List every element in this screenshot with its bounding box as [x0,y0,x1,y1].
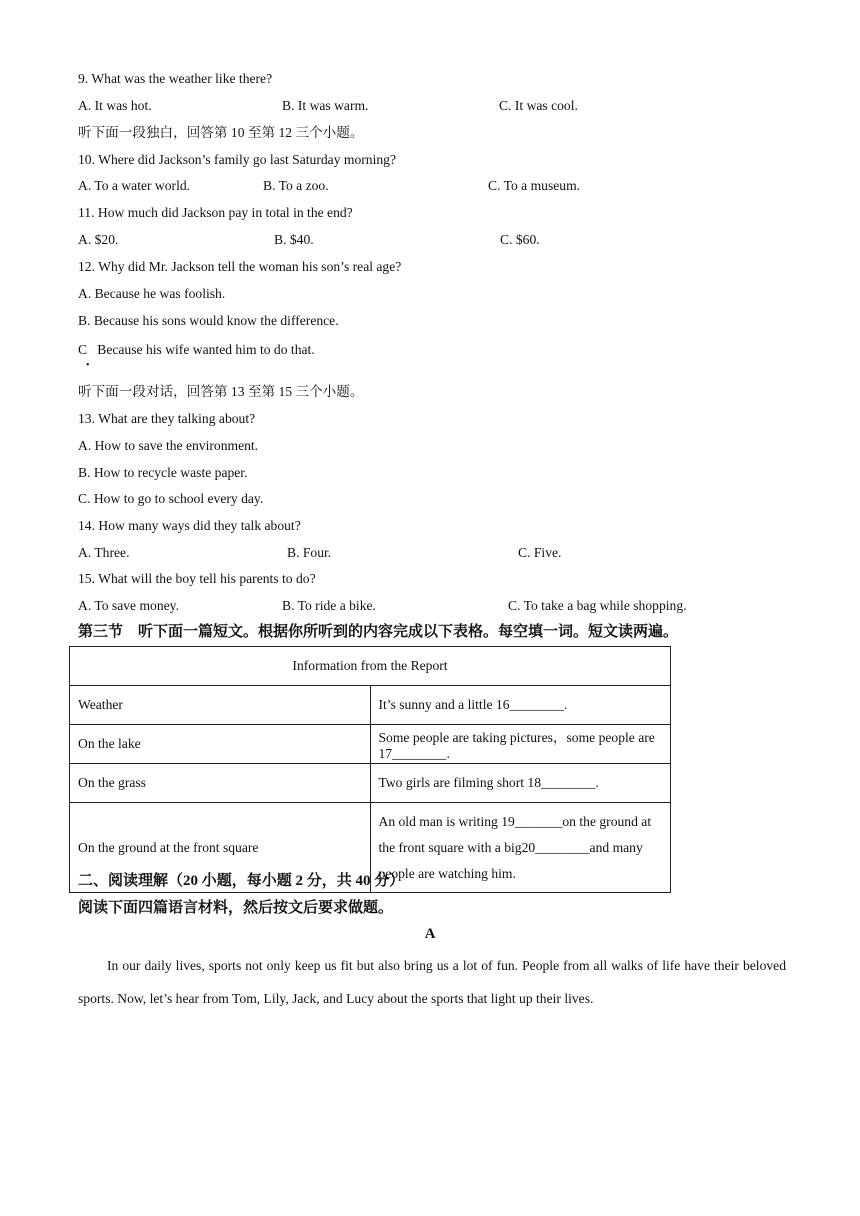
q14-option-a: A. Three. [78,545,130,560]
instruction-10-12: 听下面一段独白，回答第 10 至第 12 三个小题。 [78,125,364,140]
q15-option-c: C. To take a bag while shopping. [508,598,687,613]
q10-option-b: B. To a zoo. [263,178,329,193]
row-content: Two girls are filming short 18________. [370,764,671,803]
q12-option-b: B. Because his sons would know the difference. [78,313,339,328]
q10-option-a: A. To a water world. [78,178,191,193]
q14-option-c: C. Five. [518,545,562,560]
table-row [70,764,671,803]
row-label: On the lake [70,725,371,764]
q13-option-b: B. How to recycle waste paper. [78,465,248,480]
q9-option-c: C. It was cool. [499,98,578,113]
instruction-13-15: 听下面一段对话，回答第 13 至第 15 三个小题。 [78,384,364,399]
passage-label: A [424,926,436,942]
row-label: On the ground at the front square [70,803,371,893]
q14-option-b: B. Four. [287,545,332,560]
q11-option-a: A. $20. [78,232,119,247]
q9-option-a: A. It was hot. [78,98,152,113]
table-row [70,686,671,725]
q12-option-a: A. Because he was foolish. [78,286,226,301]
q12-option-c: C Because his wife wanted him to do that. [78,342,315,357]
information-table [69,646,671,893]
q9-option-b: B. It was warm. [282,98,369,113]
q13-option-a: A. How to save the environment. [78,438,259,453]
row-content: It’s sunny and a little 16________. [370,686,671,725]
q11-option-c: C. $60. [500,232,540,247]
part-2-instruction: 阅读下面四篇语言材料，然后按文后要求做题。 [78,900,394,916]
q13-option-c: C. How to go to school every day. [78,491,264,506]
q15-option-a: A. To save money. [78,598,179,613]
q10-option-c: C. To a museum. [488,178,581,193]
table-row [70,725,671,764]
question-11: 11. How much did Jackson pay in total in the end? [78,205,353,220]
row-content: An old man is writing 19_______on the ground at the front square with a big20________and many people are watching him. [370,803,671,893]
passage-paragraph: In our daily lives, sports not only keep us fit but also bring us a lot of fun. People from all walks of life have their beloved sports. Now, let’s hear from Tom, Lily, Jack, and Lucy about the sports that light up their lives. [78,958,786,1006]
row-label: On the grass [70,764,371,803]
table-header: Information from the Report [70,647,671,686]
question-12: 12. Why did Mr. Jackson tell the woman his son’s real age? [78,259,402,274]
row-label: Weather [70,686,371,725]
row-content: Some people are taking pictures，some people are 17________. [370,725,671,764]
stray-dot: • [86,360,90,371]
q11-option-b: B. $40. [274,232,314,247]
question-15: 15. What will the boy tell his parents to do? [78,571,316,586]
section-3-heading: 第三节 听下面一篇短文。根据你所听到的内容完成以下表格。每空填一词。短文读两遍。 [78,624,679,640]
q15-option-b: B. To ride a bike. [282,598,376,613]
question-10: 10. Where did Jackson’s family go last Saturday morning? [78,152,397,167]
question-14: 14. How many ways did they talk about? [78,518,301,533]
question-13: 13. What are they talking about? [78,411,256,426]
question-9: 9. What was the weather like there? [78,71,273,86]
part-2-heading: 二、阅读理解（20 小题，每小题 2 分，共 40 分） [78,873,405,889]
